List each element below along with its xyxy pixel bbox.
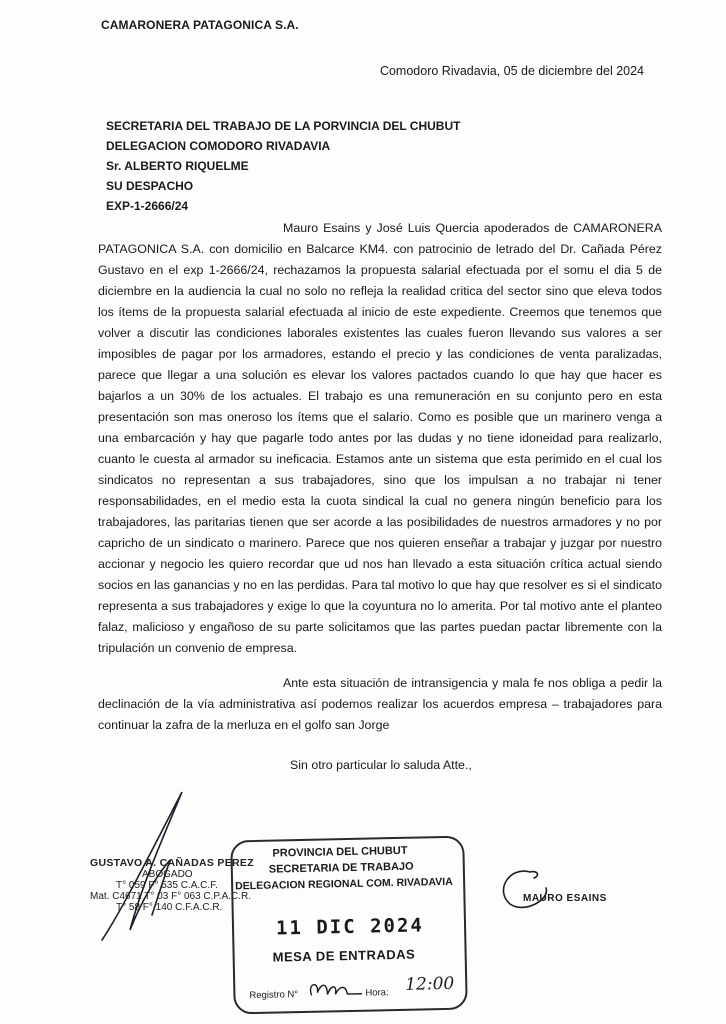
lawyer-registration-2: Mat. C4671 T° 03 F° 063 C.P.A.C.R. [90,891,252,902]
stamp-secretariat: SECRETARIA DE TRABAJO [268,860,414,876]
signer-signature [490,860,620,920]
recipient-line-5: EXP-1-2666/24 [106,199,189,213]
stamp-date: 11 DIC 2024 [275,914,425,940]
recipient-line-3: Sr. ALBERTO RIQUELME [106,159,249,173]
stamp-hora-value: 12:00 [405,973,455,995]
recipient-line-1: SECRETARIA DEL TRABAJO DE LA PORVINCIA DEL CHUBUT [106,119,461,133]
stamp-bottom-row [245,973,455,1006]
lawyer-title: ABOGADO [142,869,193,880]
closing-line: Sin otro particular lo saluda Atte., [290,758,472,772]
signer-name: MAURO ESAINS [523,893,607,904]
letter-date: Comodoro Rivadavia, 05 de diciembre del 2024 [379,64,644,78]
reception-stamp [230,836,468,1015]
stamp-initials-signature [305,976,366,1003]
lawyer-name: GUSTAVO A. CAÑADAS PEREZ [90,857,254,869]
lawyer-stamp [90,858,254,913]
lawyer-registration-3: T° 58 F° 140 C.F.A.C.R. [116,902,223,913]
stamp-registro-label: Registro N° [249,989,299,1002]
stamp-delegation: DELEGACION REGIONAL COM. RIVADAVIA [235,875,453,893]
recipient-line-4: SU DESPACHO [106,179,194,193]
lawyer-registration-1: T° 059 F° 535 C.A.C.F. [116,880,218,891]
body-paragraph-2: Ante esta situación de intransigencia y mala fe nos obliga a pedir la declinación de la vía administrativa así podemos realizar los acuerdos empresa – trabajadores para continuar la zafra de la merluza en el golfo san Jorge [98,676,662,732]
stamp-hora-label: Hora: [365,987,389,999]
recipient-block [106,116,460,216]
stamp-desk: MESA DE ENTRADAS [272,946,416,965]
letter-body [98,218,662,736]
recipient-line-2: DELEGACION COMODORO RIVADAVIA [106,139,331,153]
body-paragraph-1: Mauro Esains y José Luis Quercia apoderados de CAMARONERA PATAGONICA S.A. con domicilio en Balcarce KM4. con patrocinio de letrado del Dr. Cañada Pérez Gustavo en el exp 1-2666/24, rechazamos la propuesta salarial efectuada por el somu el dia 5 de diciembre en la audiencia la cual no solo no refleja la realidad critica del sector sino que eleva todos los ítems de la propuesta salarial efectuada al inicio de este expediente. Creemos que tenemos que volver a discutir las condiciones laborales existentes las cuales fueron llevando sus valores a ser imposibles de pagar por los armadores, estando el precio y las condiciones de venta paralizadas, parece que llegar a una solución es elevar los valores pactados cuando lo que hay que hacer es bajarlos a un 30% de los actuales. El trabajo es una remuneración en su conjunto pero en esta presentación son mas oneroso los ítems que el salario. Como es posible que un marinero venga a una embarcación y hay que pagarle todo antes por las dudas y no tiene idoneidad para realizarlo, cuanto le cuesta al armador su ineficacia. Estamos ante un sistema que esta perimido en el cual los sindicatos no representan a sus trabajadores, sino que los impulsan a no trabajar ni tener responsabilidades, en el medio esta la cuota sindical la cual no genera ningún beneficio para los trabajadores, las paritarias tienen que ser acorde a las posibilidades de nuestros armadores y no por capricho de un sindicato o marinero. Parece que nos quieren enseñar a trabajar y juzgar por nuestro accionar y negocio les quiero recordar que ud nos han llevado a esta situación crítica actual siendo socios en las ganancias y no en las perdidas. Para tal motivo lo que hay que resolver es si el sindicato representa a sus trabajadores y exige lo que la coyuntura no lo amerita. Por tal motivo ante el planteo falaz, malicioso y engañoso de su parte solicitamos que las partes puedan pactar libremente con la tripulación un convenio de empresa. [98,221,662,655]
company-header: CAMARONERA PATAGONICA S.A. [101,18,299,32]
stamp-province: PROVINCIA DEL CHUBUT [272,844,408,860]
